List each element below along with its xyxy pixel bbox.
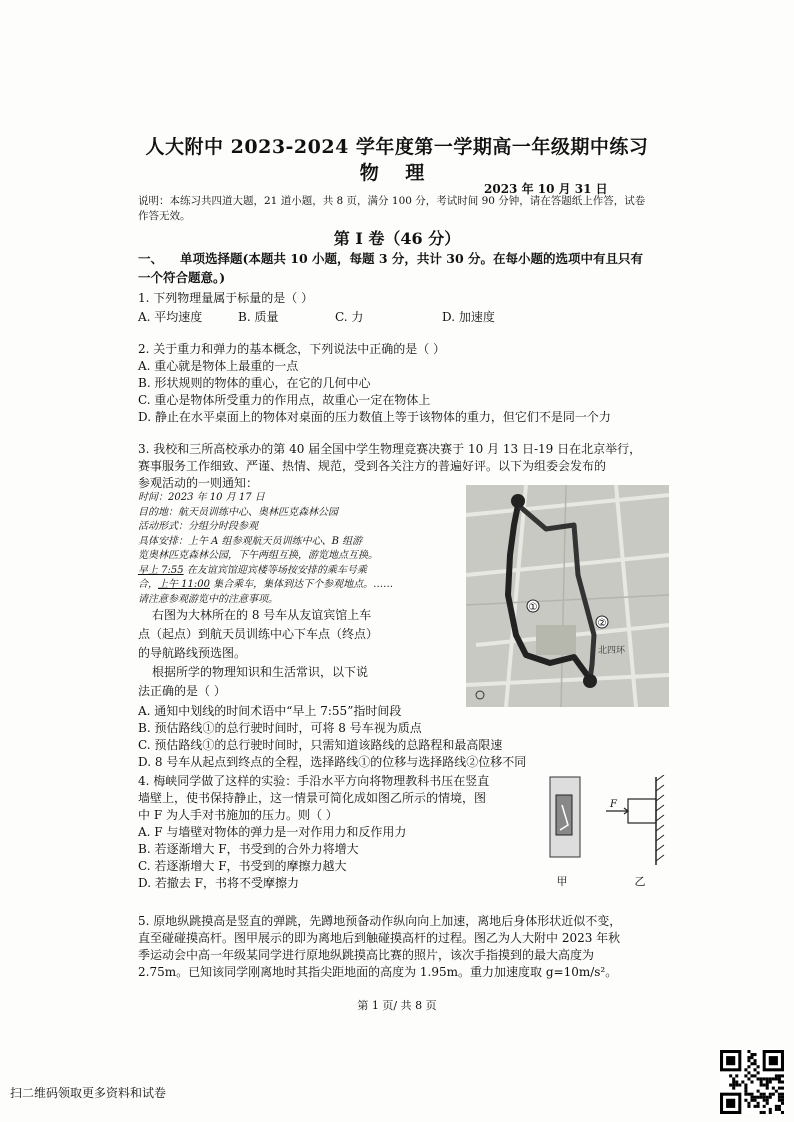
q5-line-1: 5. 原地纵跳摸高是竖直的弹跳，先蹲地预备动作纵向向上加速，离地后身体形状近似不变， bbox=[138, 914, 622, 928]
qr-module bbox=[781, 1087, 784, 1090]
qr-module bbox=[766, 1077, 769, 1080]
qr-module bbox=[763, 1105, 766, 1108]
qr-module bbox=[757, 1102, 760, 1105]
q4-line-3: 中 F 为人手对书施加的压力。则（ ） bbox=[138, 808, 338, 822]
qr-module bbox=[766, 1102, 769, 1105]
q4-figure bbox=[540, 775, 680, 890]
qr-module bbox=[766, 1096, 769, 1099]
notice-plan-4-rest: 集合乘车，集体到达下个参观地点。…… bbox=[210, 579, 394, 590]
qr-module bbox=[750, 1074, 753, 1077]
q1-stem: 1. 下列物理量属于标量的是（ ） bbox=[138, 291, 314, 305]
qr-module bbox=[754, 1105, 757, 1108]
qr-module bbox=[754, 1053, 757, 1056]
qr-module bbox=[747, 1105, 750, 1108]
q4-option-a: A. F 与墙壁对物体的弹力是一对作用力和反作用力 bbox=[138, 825, 407, 839]
q2-option-b: B. 形状规则的物体的重心，在它的几何中心 bbox=[138, 376, 371, 390]
fig-jia-book bbox=[556, 795, 572, 835]
qr-module bbox=[772, 1087, 775, 1090]
q1-option-b: B. 质量 bbox=[238, 310, 279, 324]
qr-module bbox=[766, 1087, 769, 1090]
qr-module bbox=[735, 1080, 738, 1083]
fig-yi-label: 乙 bbox=[634, 875, 646, 888]
section-1-heading bbox=[138, 249, 678, 287]
qr-module bbox=[757, 1065, 760, 1068]
qr-module bbox=[750, 1056, 753, 1059]
notice-plan-3-rest: 在友谊宾馆迎宾楼等场按安排的乘车号乘 bbox=[183, 564, 367, 576]
instructions-line-1: 说明：本练习共四道大题，21 道小题，共 8 页，满分 100 分，考试时间 90 分钟，请在答题纸上作答，试卷 bbox=[138, 195, 646, 207]
qr-module bbox=[763, 1099, 766, 1102]
qr-module bbox=[747, 1093, 750, 1096]
qr-module bbox=[775, 1077, 778, 1080]
instructions-line-2: 作答无效。 bbox=[138, 210, 191, 222]
qr-module bbox=[778, 1105, 781, 1108]
route-2-label: ② bbox=[597, 618, 607, 629]
qr-module bbox=[744, 1093, 747, 1096]
qr-module bbox=[763, 1111, 766, 1114]
q5-line-2: 直至碰碰摸高杆。图甲展示的即为离地后到触碰摸高杆的过程。图乙为人大附中 2023 年秋 bbox=[138, 931, 621, 945]
route-end-marker bbox=[583, 674, 597, 688]
notice-plan-2: 览奥林匹克森林公园，下午两组互换，游览地点互换。 bbox=[138, 550, 378, 561]
q1-option-a: A. 平均速度 bbox=[138, 310, 203, 324]
qr-code-icon[interactable] bbox=[720, 1050, 784, 1114]
qr-module bbox=[747, 1102, 750, 1105]
qr-module bbox=[744, 1090, 747, 1093]
notice-underlined-time-1: 早上 7:55 bbox=[138, 564, 184, 576]
qr-module bbox=[732, 1084, 735, 1087]
q3-desc-1: 右图为大林所在的 8 号车从友谊宾馆上车 bbox=[152, 608, 372, 622]
qr-module bbox=[781, 1080, 784, 1083]
qr-finder bbox=[769, 1056, 778, 1065]
qr-module bbox=[766, 1080, 769, 1083]
subject-title: 物 理 bbox=[359, 162, 435, 184]
qr-module bbox=[772, 1077, 775, 1080]
qr-module bbox=[778, 1077, 781, 1080]
qr-module bbox=[775, 1074, 778, 1077]
qr-module bbox=[778, 1074, 781, 1077]
qr-module bbox=[747, 1050, 750, 1053]
qr-module bbox=[754, 1096, 757, 1099]
qr-module bbox=[744, 1087, 747, 1090]
q4-option-d: D. 若撤去 F，书将不受摩擦力 bbox=[138, 876, 299, 890]
qr-finder bbox=[726, 1056, 735, 1065]
q3-option-b: B. 预估路线①的总行驶时间时，可将 8 号车视为质点 bbox=[138, 721, 422, 735]
qr-module bbox=[766, 1099, 769, 1102]
qr-module bbox=[778, 1080, 781, 1083]
qr-module bbox=[754, 1074, 757, 1077]
qr-module bbox=[744, 1068, 747, 1071]
qr-module bbox=[729, 1074, 732, 1077]
q3-desc-4: 根据所学的物理知识和生活常识，以下说 bbox=[152, 665, 369, 679]
notice-plan-3 bbox=[138, 564, 463, 579]
qr-module bbox=[750, 1093, 753, 1096]
notice-time: 时间：2023 年 10 月 17 日 bbox=[138, 492, 265, 503]
qr-module bbox=[778, 1093, 781, 1096]
q1-option-d: D. 加速度 bbox=[442, 310, 495, 324]
qr-module bbox=[744, 1074, 747, 1077]
q2-option-a: A. 重心就是物体上最重的一点 bbox=[138, 359, 299, 373]
qr-module bbox=[747, 1071, 750, 1074]
qr-module bbox=[735, 1084, 738, 1087]
q1-option-c: C. 力 bbox=[335, 310, 364, 324]
qr-module bbox=[778, 1087, 781, 1090]
q3-desc-5: 法正确的是（ ） bbox=[138, 684, 226, 698]
qr-module bbox=[763, 1093, 766, 1096]
qr-module bbox=[760, 1096, 763, 1099]
qr-module bbox=[754, 1059, 757, 1062]
notice-plan-1: 具体安排：上午 A 组参观航天员训练中心、B 组游 bbox=[138, 535, 363, 547]
qr-module bbox=[750, 1053, 753, 1056]
qr-module bbox=[738, 1084, 741, 1087]
qr-module bbox=[732, 1077, 735, 1080]
qr-module bbox=[772, 1093, 775, 1096]
qr-module bbox=[781, 1074, 784, 1077]
fig-yi-force-label: F bbox=[610, 799, 617, 810]
q4-option-b: B. 若逐渐增大 F，书受到的合外力将增大 bbox=[138, 842, 359, 856]
fig-yi-wall-hatch bbox=[656, 775, 664, 861]
scan-qr-caption: 扫二维码领取更多资料和试卷 bbox=[10, 1086, 167, 1100]
q5-line-3: 季运动会中高一年级某同学进行原地纵跳摸高比赛的照片，该次手指摸到的最大高度为 bbox=[138, 948, 595, 962]
q1-options bbox=[138, 309, 495, 326]
qr-module bbox=[747, 1077, 750, 1080]
qr-module bbox=[760, 1080, 763, 1083]
q3-intro-1: 3. 我校和三所高校承办的第 40 届全国中学生物理竞赛决赛于 10 月 13 日-19 日在北京举行， bbox=[138, 442, 642, 456]
qr-module bbox=[750, 1096, 753, 1099]
qr-module bbox=[781, 1093, 784, 1096]
q3-intro-3: 参观活动的一则通知： bbox=[138, 476, 259, 490]
qr-module bbox=[750, 1080, 753, 1083]
notice-form: 活动形式：分组分时段参观 bbox=[138, 521, 258, 532]
qr-module bbox=[769, 1080, 772, 1083]
q2-stem: 2. 关于重力和弹力的基本概念，下列说法中正确的是（ ） bbox=[138, 342, 446, 356]
volume-title: 第 I 卷（46 分） bbox=[333, 229, 461, 248]
qr-module bbox=[744, 1099, 747, 1102]
section-line-1: 单项选择题(本题共 10 小题，每题 3 分，共计 30 分。在每小题的选项中有且只有 bbox=[180, 251, 644, 266]
map-area-label: 北四环 bbox=[598, 646, 626, 656]
qr-module bbox=[763, 1096, 766, 1099]
exam-title: 人大附中 2023-2024 学年度第一学期高一年级期中练习 bbox=[145, 136, 649, 158]
qr-module bbox=[763, 1084, 766, 1087]
qr-module bbox=[781, 1099, 784, 1102]
notice-destination: 目的地：航天员训练中心、奥林匹克森林公园 bbox=[138, 506, 338, 518]
qr-module bbox=[747, 1059, 750, 1062]
navigation-route-map bbox=[466, 485, 669, 707]
q4-line-1: 4. 梅峡同学做了这样的实验：手沿水平方向将物理教科书压在竖直 bbox=[138, 774, 490, 788]
qr-module bbox=[754, 1099, 757, 1102]
qr-module bbox=[732, 1080, 735, 1083]
qr-module bbox=[735, 1074, 738, 1077]
qr-module bbox=[769, 1077, 772, 1080]
route-start-marker bbox=[511, 494, 525, 508]
qr-module bbox=[732, 1087, 735, 1090]
q4-option-c: C. 若逐渐增大 F，书受到的摩擦力越大 bbox=[138, 859, 347, 873]
qr-module bbox=[775, 1090, 778, 1093]
page-number: 第 1 页/ 共 8 页 bbox=[357, 999, 437, 1012]
notice-plan-4 bbox=[138, 578, 463, 593]
map-park-area bbox=[536, 625, 576, 655]
q3-option-d: D. 8 号车从起点到终点的全程，选择路线①的位移与选择路线②位移不同 bbox=[138, 755, 527, 769]
qr-module bbox=[766, 1084, 769, 1087]
qr-module bbox=[769, 1093, 772, 1096]
qr-module bbox=[760, 1111, 763, 1114]
q2-option-d: D. 静止在水平桌面上的物体对桌面的压力数值上等于该物体的重力，但它们不是同一个力 bbox=[138, 410, 611, 424]
fig-yi-book bbox=[628, 799, 656, 823]
qr-module bbox=[778, 1099, 781, 1102]
notice-plan-5: 请注意参观游览中的注意事项。 bbox=[138, 593, 278, 605]
qr-module bbox=[760, 1077, 763, 1080]
qr-module bbox=[775, 1105, 778, 1108]
qr-module bbox=[769, 1096, 772, 1099]
notice-plan-4-start: 合， bbox=[138, 579, 158, 590]
section-number: 一、 bbox=[138, 251, 164, 266]
qr-module bbox=[769, 1111, 772, 1114]
qr-module bbox=[741, 1080, 744, 1083]
qr-module bbox=[781, 1111, 784, 1114]
section-line-2: 一个符合题意。) bbox=[138, 270, 226, 285]
q3-desc-2: 点（起点）到航天员训练中心下车点（终点） bbox=[138, 627, 379, 641]
qr-module bbox=[757, 1096, 760, 1099]
q3-option-c: C. 预估路线①的总行驶时间时，只需知道该路线的总路程和最高限速 bbox=[138, 738, 503, 752]
q3-notice bbox=[138, 491, 463, 607]
qr-module bbox=[757, 1090, 760, 1093]
qr-module bbox=[778, 1108, 781, 1111]
qr-module bbox=[781, 1096, 784, 1099]
qr-module bbox=[757, 1077, 760, 1080]
qr-module bbox=[750, 1099, 753, 1102]
qr-module bbox=[757, 1071, 760, 1074]
qr-module bbox=[747, 1065, 750, 1068]
q2-option-c: C. 重心是物体所受重力的作用点，故重心一定在物体上 bbox=[138, 393, 431, 407]
qr-module bbox=[760, 1084, 763, 1087]
q4-line-2: 墙壁上，使书保持静止，这一情景可简化成如图乙所示的情境，图 bbox=[138, 791, 487, 805]
qr-module bbox=[754, 1068, 757, 1071]
qr-module bbox=[775, 1108, 778, 1111]
qr-module bbox=[757, 1105, 760, 1108]
qr-module bbox=[781, 1102, 784, 1105]
qr-module bbox=[763, 1077, 766, 1080]
exam-instructions bbox=[138, 194, 678, 224]
qr-module bbox=[760, 1093, 763, 1096]
qr-module bbox=[747, 1056, 750, 1059]
q3-intro-2: 赛事服务工作细致、严谨、热情、规范，受到各关注方的普遍好评。以下为组委会发布的 bbox=[138, 459, 607, 473]
route-1-label: ① bbox=[528, 602, 538, 613]
qr-module bbox=[778, 1096, 781, 1099]
exam-date: 2023 年 10 月 31 日 bbox=[484, 182, 608, 196]
q3-option-a: A. 通知中划线的时间术语中“早上 7:55”指时间段 bbox=[138, 704, 402, 718]
qr-module bbox=[769, 1108, 772, 1111]
q5-line-4: 2.75m。已知该同学刚离地时其指尖距地面的高度为 1.95m。重力加速度取 g=10m/s²。 bbox=[138, 965, 618, 979]
qr-module bbox=[744, 1084, 747, 1087]
qr-module bbox=[729, 1084, 732, 1087]
qr-finder bbox=[726, 1099, 735, 1108]
q3-desc-3: 的导航路线预选图。 bbox=[138, 646, 247, 660]
notice-underlined-time-2: 上午 11:00 bbox=[158, 579, 210, 590]
qr-module bbox=[754, 1062, 757, 1065]
qr-module bbox=[750, 1062, 753, 1065]
fig-jia-label: 甲 bbox=[556, 875, 568, 888]
